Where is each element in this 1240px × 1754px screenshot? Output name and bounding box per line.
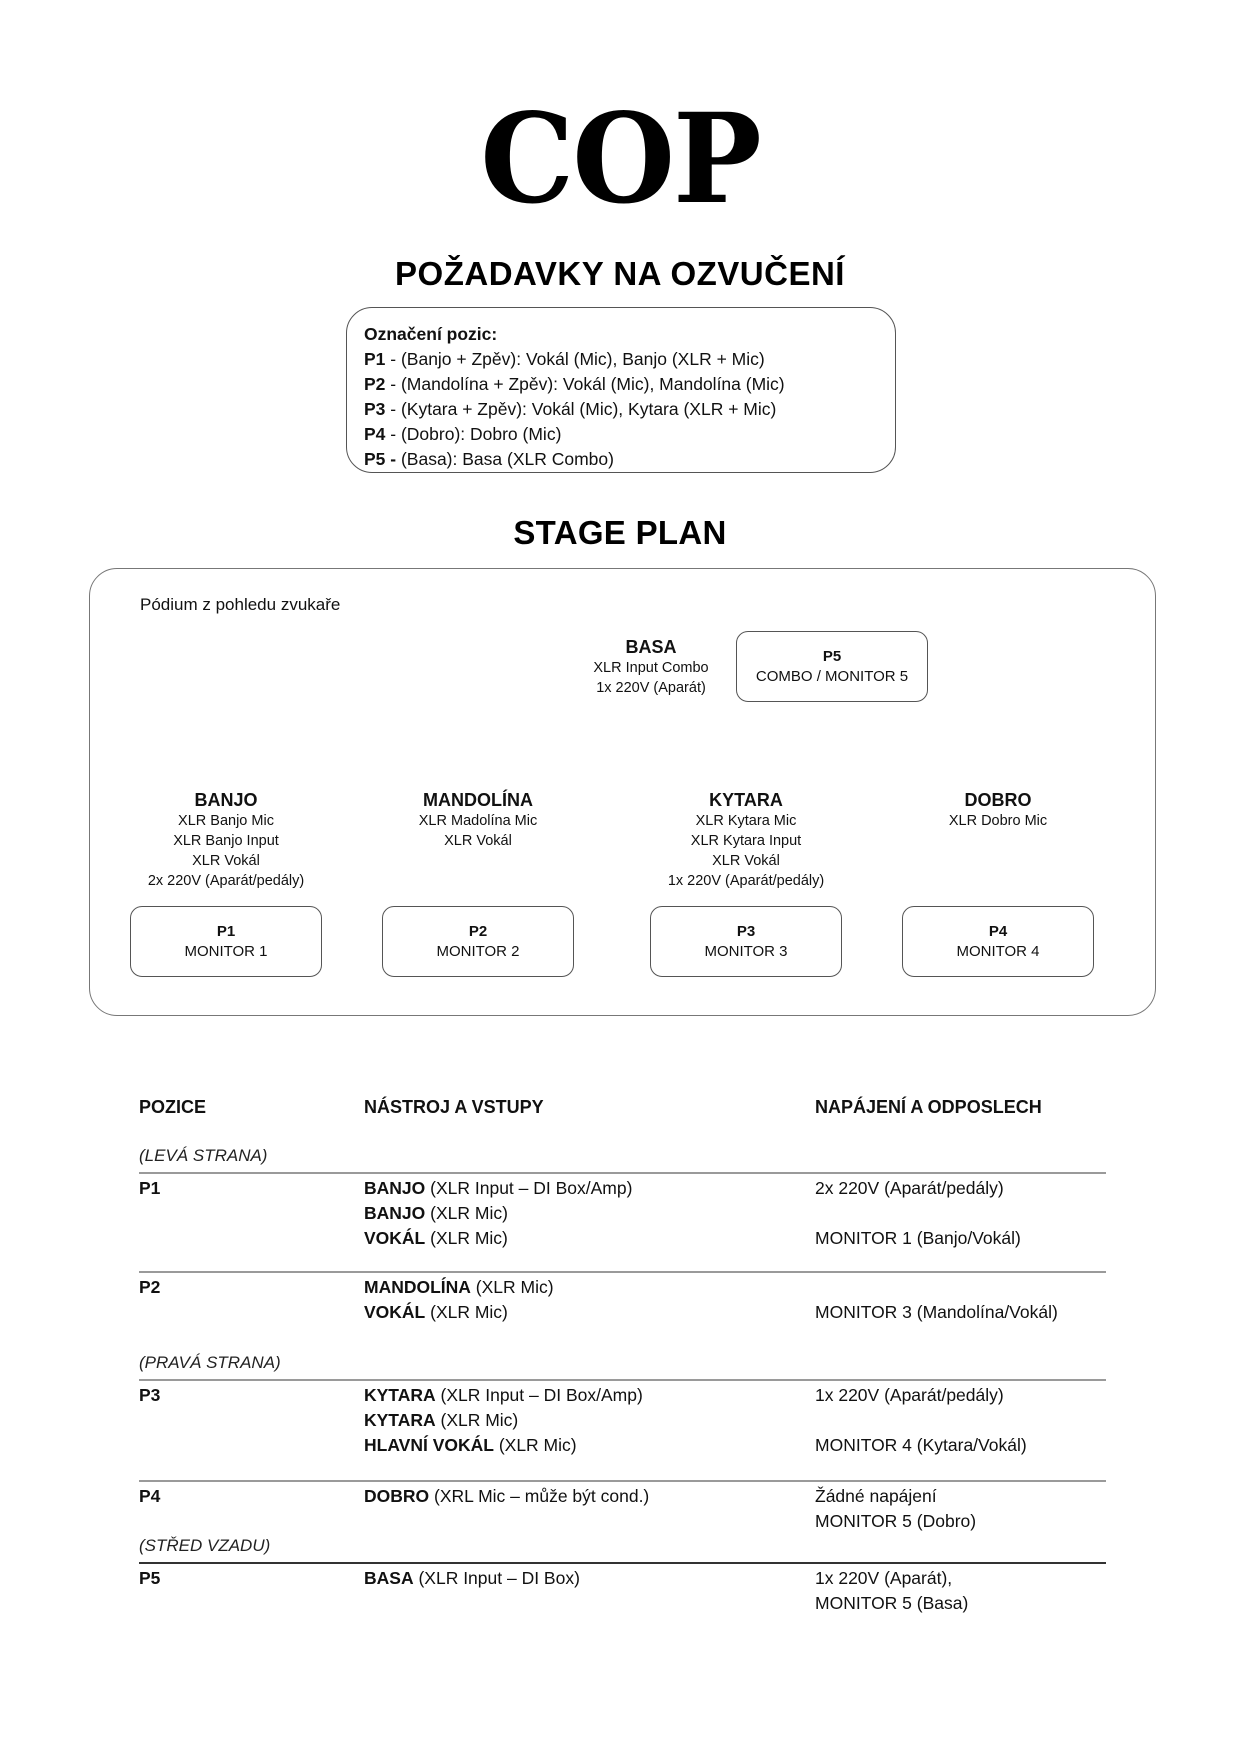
row-power: MONITOR 3 (Mandolína/Vokál) bbox=[815, 1302, 1058, 1322]
divider bbox=[139, 1480, 1106, 1482]
row-position: P5 bbox=[139, 1568, 161, 1588]
column-header-position: POZICE bbox=[139, 1097, 207, 1117]
row-inputs: DOBRO (XRL Mic – může být cond.) bbox=[364, 1486, 650, 1506]
divider bbox=[139, 1271, 1106, 1273]
stage-diagram bbox=[89, 568, 1156, 1016]
row-inputs: BASA (XLR Input – DI Box) bbox=[364, 1568, 580, 1588]
page-title: POŽADAVKY NA OZVUČENÍ bbox=[395, 255, 845, 292]
row-inputs: BANJO (XLR Input – DI Box/Amp) BANJO (XLR Mic) VOKÁL (XLR Mic) bbox=[364, 1178, 633, 1248]
section-label-back: (STŘED VZADU) bbox=[139, 1536, 271, 1555]
stage-caption: Pódium z pohledu zvukaře bbox=[140, 595, 341, 614]
column-header-power: NAPÁJENÍ A ODPOSLECH bbox=[815, 1097, 1042, 1117]
instrument-mandolina: MANDOLÍNA XLR Madolína Mic XLR Vokál bbox=[418, 790, 538, 849]
legend-heading: Označení pozic: bbox=[364, 324, 498, 344]
row-power: Žádné napájení MONITOR 5 (Dobro) bbox=[815, 1486, 977, 1531]
section-label-right: (PRAVÁ STRANA) bbox=[139, 1353, 281, 1372]
position-legend bbox=[346, 307, 896, 473]
monitor-box-p3: P3 MONITOR 3 bbox=[650, 906, 842, 977]
monitor-box-p2: P2 MONITOR 2 bbox=[382, 906, 574, 977]
stage-plan-title: STAGE PLAN bbox=[513, 514, 727, 551]
instrument-basa: BASA XLR Input Combo 1x 220V (Aparát) bbox=[593, 637, 709, 696]
row-power: 1x 220V (Aparát/pedály) MONITOR 4 (Kytara/Vokál) bbox=[815, 1385, 1027, 1455]
column-header-inputs: NÁSTROJ A VSTUPY bbox=[364, 1097, 544, 1117]
legend-item: P3 - (Kytara + Zpěv): Vokál (Mic), Kytara (XLR + Mic) bbox=[364, 399, 777, 419]
row-position: P3 bbox=[139, 1385, 161, 1405]
instrument-dobro: DOBRO XLR Dobro Mic bbox=[948, 790, 1048, 829]
divider bbox=[139, 1172, 1106, 1174]
legend-item: P4 - (Dobro): Dobro (Mic) bbox=[364, 424, 562, 444]
row-position: P1 bbox=[139, 1178, 161, 1198]
row-power: 1x 220V (Aparát), MONITOR 5 (Basa) bbox=[815, 1568, 969, 1613]
legend-item: P2 - (Mandolína + Zpěv): Vokál (Mic), Mandolína (Mic) bbox=[364, 374, 785, 394]
divider bbox=[139, 1379, 1106, 1381]
band-logo: COP bbox=[480, 85, 760, 232]
row-position: P4 bbox=[139, 1486, 161, 1506]
monitor-box-p4: P4 MONITOR 4 bbox=[902, 906, 1094, 977]
instrument-kytara: KYTARA XLR Kytara Mic XLR Kytara Input XLR Vokál 1x 220V (Aparát/pedály) bbox=[667, 790, 825, 889]
row-position: P2 bbox=[139, 1277, 161, 1297]
row-inputs: MANDOLÍNA (XLR Mic) VOKÁL (XLR Mic) bbox=[364, 1277, 554, 1322]
monitor-box-p1: P1 MONITOR 1 bbox=[130, 906, 322, 977]
legend-item: P5 - (Basa): Basa (XLR Combo) bbox=[364, 449, 614, 469]
divider bbox=[139, 1562, 1106, 1564]
legend-item: P1 - (Banjo + Zpěv): Vokál (Mic), Banjo (XLR + Mic) bbox=[364, 349, 765, 369]
section-label-left: (LEVÁ STRANA) bbox=[139, 1146, 268, 1165]
row-power: 2x 220V (Aparát/pedály) MONITOR 1 (Banjo/Vokál) bbox=[815, 1178, 1021, 1248]
instrument-banjo: BANJO XLR Banjo Mic XLR Banjo Input XLR Vokál 2x 220V (Aparát/pedály) bbox=[147, 790, 305, 889]
monitor-box-p5: P5 COMBO / MONITOR 5 bbox=[736, 631, 928, 702]
row-inputs: KYTARA (XLR Input – DI Box/Amp) KYTARA (XLR Mic) HLAVNÍ VOKÁL (XLR Mic) bbox=[364, 1385, 643, 1455]
